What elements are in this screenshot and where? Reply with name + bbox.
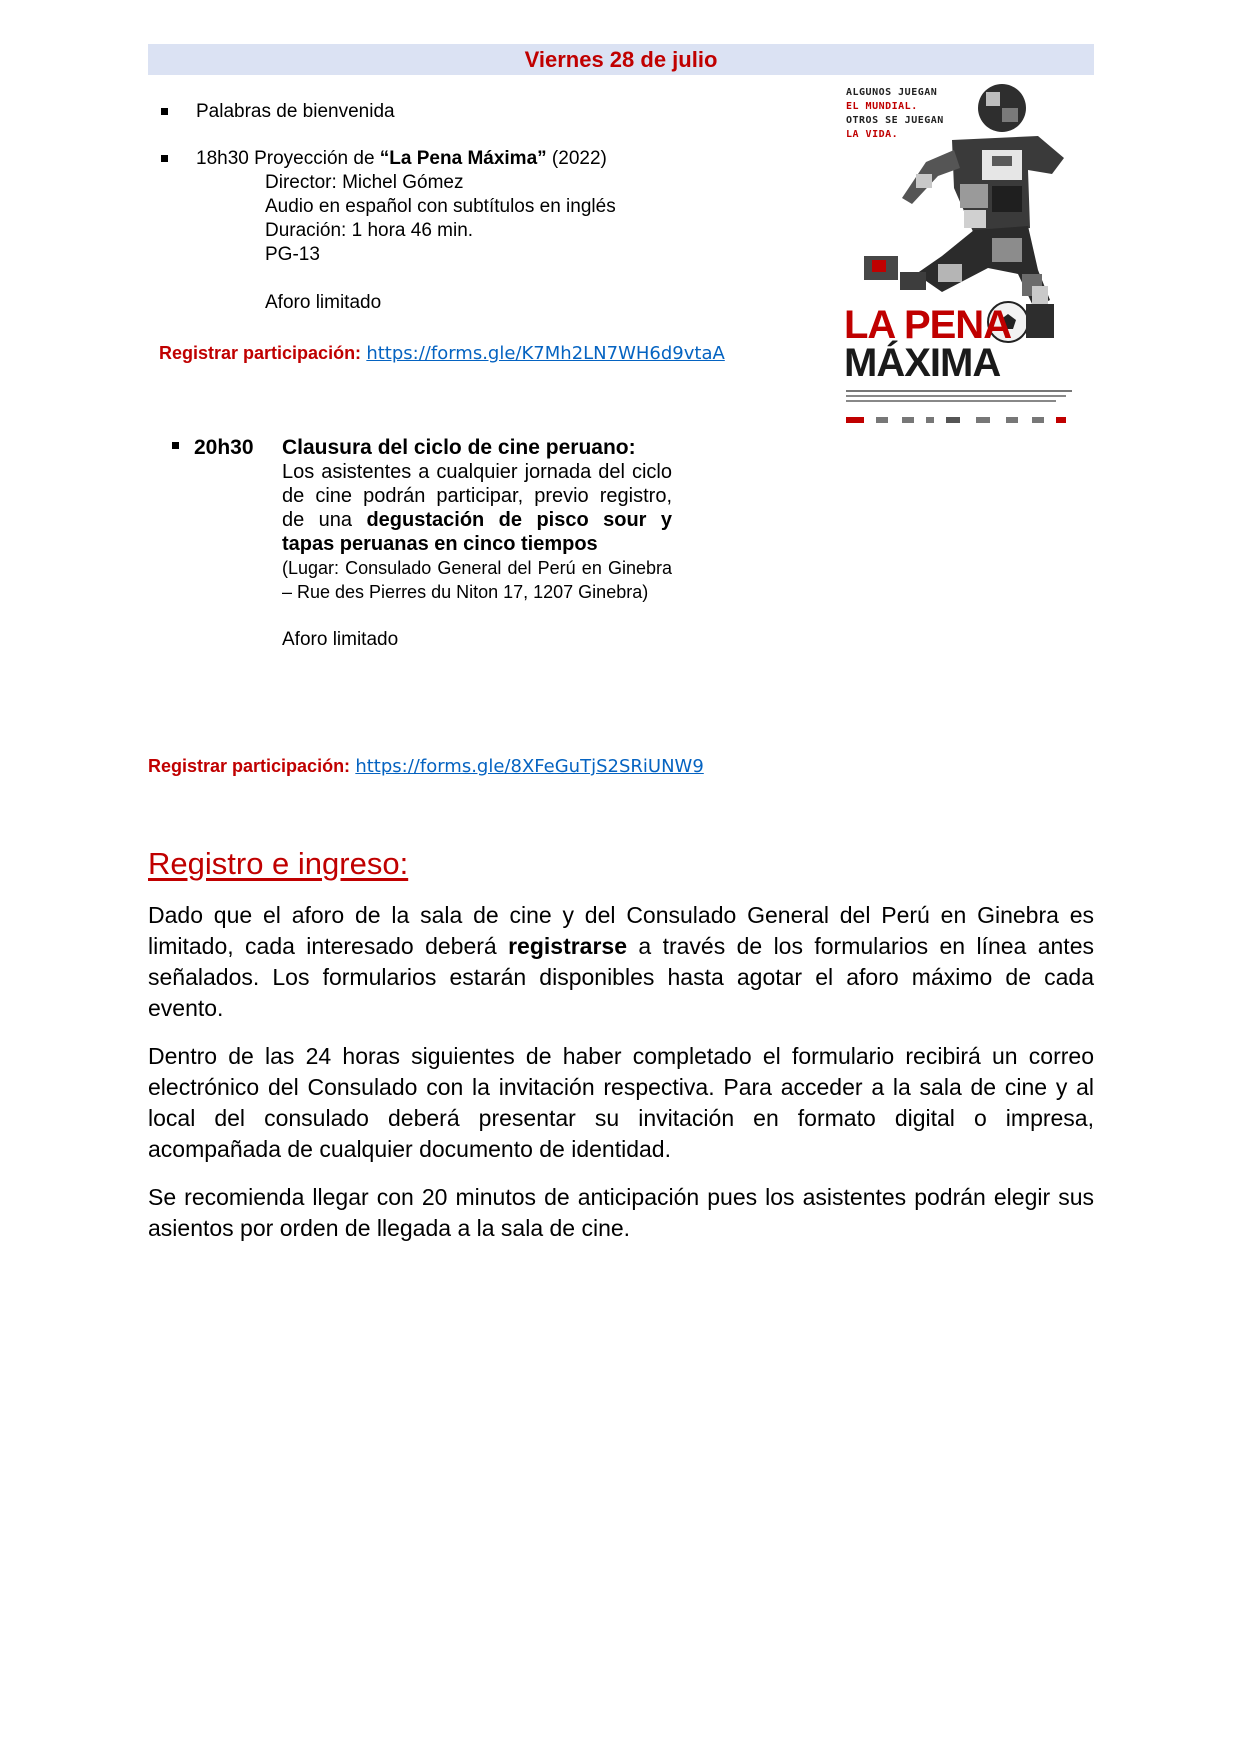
audio-line: Audio en español con subtítulos en inglés [265,196,616,217]
register-row-2 [148,754,704,779]
closing-time: 20h30 [194,436,254,459]
venue-address: (Lugar: Consulado General del Perú en Ginebra – Rue des Pierres du Niton 17, 1207 Ginebra) [282,558,672,602]
section-heading: Registro e ingreso: [148,846,409,881]
film-title: “La Pena Máxima” [379,148,547,169]
rating-line: PG-13 [265,244,320,265]
register-link-closing[interactable]: https://forms.gle/8XFeGuTjS2SRiUNW9 [355,756,704,777]
closing-event [282,436,672,652]
register-link-screening[interactable]: https://forms.gle/K7Mh2LN7WH6d9vtaA [366,343,725,364]
director-line: Director: Michel Gómez [265,172,464,193]
paragraph-arrival: Se recomienda llegar con 20 minutos de anticipación pues los asistentes podrán elegir sus asientos por orden de llegada a la sala de cine. [148,1184,1094,1241]
register-row-1 [159,341,725,366]
capacity-note: Aforo limitado [265,292,382,313]
register-label: Registrar participación: [159,343,362,363]
film-poster [842,78,1077,434]
bullet-icon [161,108,168,115]
closing-title: Clausura del ciclo de cine peruano: [282,436,636,459]
emphasis-register: registrarse [508,933,628,959]
register-label: Registrar participación: [148,756,351,776]
bullet-icon [161,155,168,162]
poster-title: LA PENA MÁXIMA [844,303,1012,385]
closing-description: Los asistentes a cualquier jornada del ciclo de cine podrán participar, previo registro, de una degustación de pisco sour y tapas peruanas en cinco tiempos [282,461,672,555]
paragraph-registration: Dado que el aforo de la sala de cine y del Consulado General del Perú en Ginebra es limitado, cada interesado deberá registrarse a través de los formularios en línea antes señalados. Los formularios estarán disponibles hasta agotar el aforo máximo de cada evento. [148,902,1094,1021]
screening-line [196,147,607,171]
poster-sponsor-logos [846,416,1072,424]
capacity-note: Aforo limitado [282,629,399,650]
poster-tagline: ALGUNOS JUEGAN EL MUNDIAL. OTROS SE JUEGAN LA VIDA. [846,87,944,140]
welcome-item: Palabras de bienvenida [196,101,395,122]
poster-credits-block [846,388,1072,408]
screening-intro: 18h30 Proyección de [196,148,380,169]
day-banner: Viernes 28 de julio [148,44,1094,75]
tasting-highlight: degustación de pisco sour y tapas peruanas en cinco tiempos [282,509,672,555]
duration-line: Duración: 1 hora 46 min. [265,220,474,241]
film-year: (2022) [546,148,607,169]
paragraph-invitation: Dentro de las 24 horas siguientes de haber completado el formulario recibirá un correo electrónico del Consulado con la invitación respectiva. Para acceder a la sala de cine y al local del consulado deberá presentar su invitación en formato digital o impresa, acompañada de cualquier documento de identidad. [148,1043,1094,1162]
bullet-icon [172,442,179,449]
